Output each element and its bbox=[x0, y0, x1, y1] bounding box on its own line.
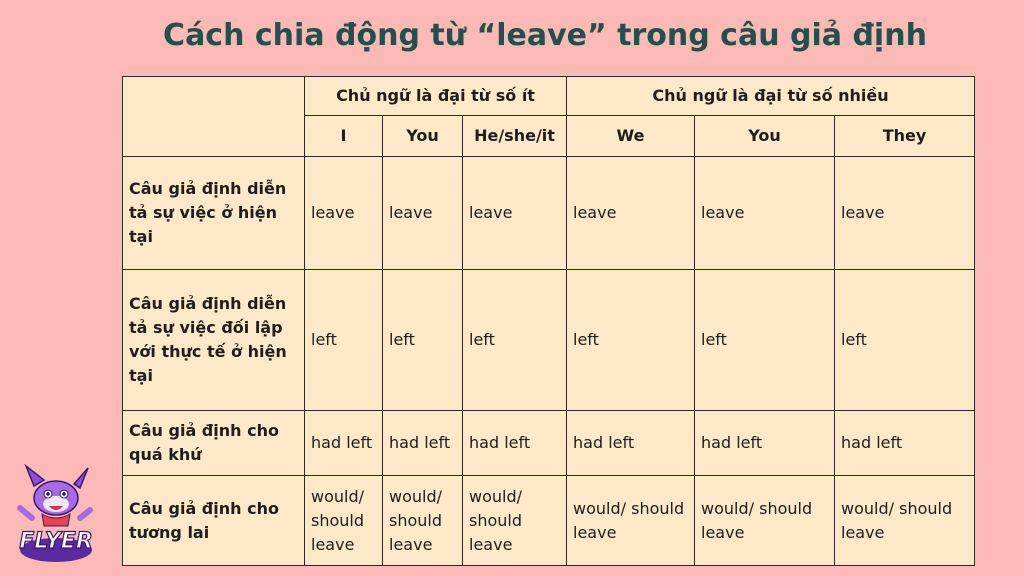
table-cell: leave bbox=[305, 157, 383, 270]
table-cell: left bbox=[567, 270, 695, 411]
table-cell: had left bbox=[567, 411, 695, 476]
table-row bbox=[123, 476, 975, 566]
table-cell: had left bbox=[835, 411, 975, 476]
flyer-logo bbox=[6, 464, 102, 564]
row-label-contrary-present: Câu giả định diễn tả sự việc đối lập với thực tế ở hiện tại bbox=[123, 270, 305, 411]
table-cell: had left bbox=[463, 411, 567, 476]
table-cell: would/ should leave bbox=[567, 476, 695, 566]
table-row bbox=[123, 157, 975, 270]
table-cell: would/ should leave bbox=[463, 476, 567, 566]
table-cell: would/ should leave bbox=[383, 476, 463, 566]
col-header-we: We bbox=[567, 116, 695, 157]
col-header-i: I bbox=[305, 116, 383, 157]
row-label-future: Câu giả định cho tương lai bbox=[123, 476, 305, 566]
corner-cell bbox=[123, 77, 305, 157]
table-cell: would/ should leave bbox=[305, 476, 383, 566]
table-cell: leave bbox=[567, 157, 695, 270]
row-label-present: Câu giả định diễn tả sự việc ở hiện tại bbox=[123, 157, 305, 270]
col-header-he-she-it: He/she/it bbox=[463, 116, 567, 157]
table-cell: would/ should leave bbox=[835, 476, 975, 566]
table-cell: left bbox=[835, 270, 975, 411]
col-header-they: They bbox=[835, 116, 975, 157]
page-title: Cách chia động từ “leave” trong câu giả định bbox=[163, 18, 927, 53]
table-cell: leave bbox=[695, 157, 835, 270]
table-row bbox=[123, 411, 975, 476]
header-singular: Chủ ngữ là đại từ số ít bbox=[305, 77, 567, 116]
table-cell: had left bbox=[383, 411, 463, 476]
logo-text: FLYER bbox=[19, 529, 93, 554]
table-cell: leave bbox=[383, 157, 463, 270]
row-label-past: Câu giả định cho quá khứ bbox=[123, 411, 305, 476]
table-cell: left bbox=[383, 270, 463, 411]
col-header-you-singular: You bbox=[383, 116, 463, 157]
table-cell: had left bbox=[695, 411, 835, 476]
table-cell: would/ should leave bbox=[695, 476, 835, 566]
group-header-row bbox=[123, 77, 975, 116]
col-header-you-plural: You bbox=[695, 116, 835, 157]
table-cell: left bbox=[695, 270, 835, 411]
table-row bbox=[123, 270, 975, 411]
table-cell: leave bbox=[463, 157, 567, 270]
table-cell: had left bbox=[305, 411, 383, 476]
table-cell: leave bbox=[835, 157, 975, 270]
table-cell: left bbox=[463, 270, 567, 411]
conjugation-table bbox=[122, 76, 975, 566]
header-plural: Chủ ngữ là đại từ số nhiều bbox=[567, 77, 975, 116]
table-cell: left bbox=[305, 270, 383, 411]
